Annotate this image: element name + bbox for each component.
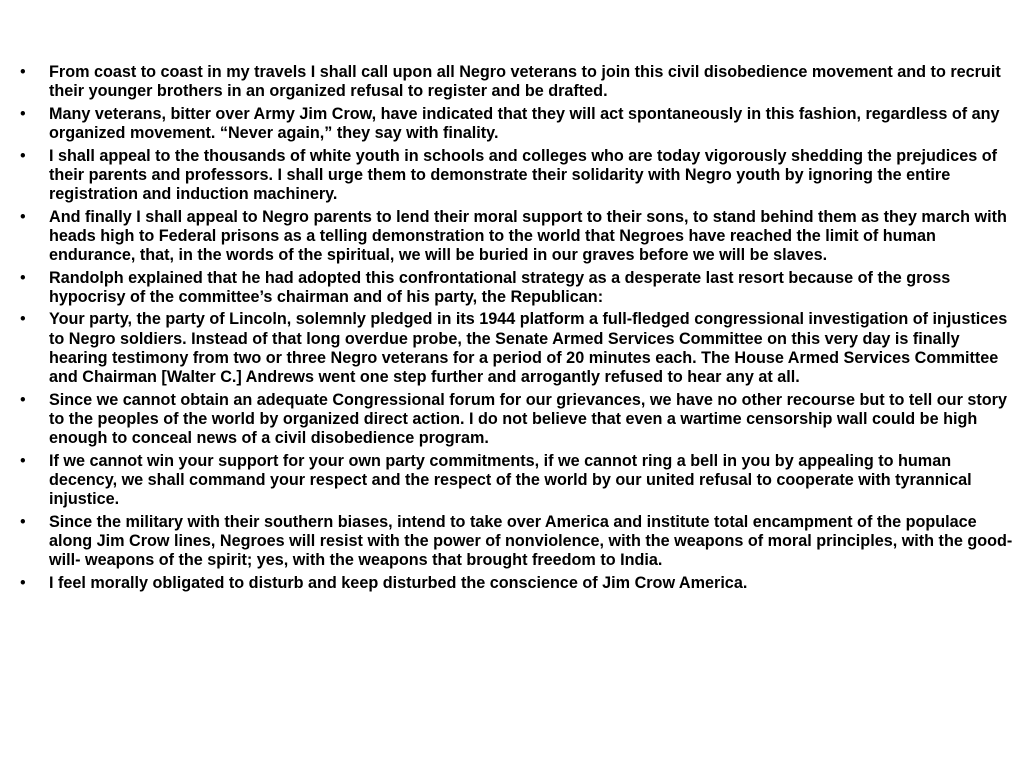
bullet-dot: • [20,310,26,329]
bullet-dot: • [20,268,26,287]
bullet-dot: • [20,146,26,165]
bullet-item [20,574,1014,593]
bullet-item [20,452,1014,510]
bullet-item [20,147,1014,205]
bullet-dot: • [20,104,26,123]
bullet-dot: • [20,207,26,226]
bullet-item [20,310,1014,387]
bullet-item [20,63,1014,101]
bullet-dot: • [20,451,26,470]
bullet-text: And finally I shall appeal to Negro parents to lend their moral support to their sons, to stand behind them as they march with heads high to Federal prisons as a telling demonstration to the world that Negroes have reached the limit of human endurance, that, in the words of the spiritual, we will be buried in our graves before we will be slaves. [49,207,1007,264]
bullet-text: Many veterans, bitter over Army Jim Crow, have indicated that they will act spontaneously in this fashion, regardless of any organized movement. “Never again,” they say with finality. [49,104,1000,142]
bullet-dot: • [20,573,26,592]
bullet-dot: • [20,512,26,531]
bullet-text: Randolph explained that he had adopted this confrontational strategy as a desperate last resort because of the gross hypocrisy of the committee’s chairman and of his party, the Republican: [49,268,951,306]
bullet-item [20,269,1014,307]
bullet-text: Your party, the party of Lincoln, solemnly pledged in its 1944 platform a full-fledged congressional investigation of injustices to Negro soldiers. Instead of that long overdue probe, the Senate Armed Services Committee on this very day is finally hearing testimony from two or three Negro veterans for a period of 20 minutes each. The House Armed Services Committee and Chairman [Walter C.] Andrews went one step further and arrogantly refused to hear any at all. [49,310,1008,386]
bullet-list [20,63,1014,596]
bullet-item [20,208,1014,266]
bullet-text: From coast to coast in my travels I shall call upon all Negro veterans to join this civil disobedience movement and to recruit their younger brothers in an organized refusal to register and be drafted. [49,63,1001,101]
bullet-item [20,391,1014,449]
bullet-text: I shall appeal to the thousands of white youth in schools and colleges who are today vigorously shedding the prejudices of their parents and professors. I shall urge them to demonstrate their solidarity with Negro youth by ignoring the entire registration and induction machinery. [49,146,998,203]
bullet-dot: • [20,63,26,81]
bullet-text: I feel morally obligated to disturb and keep disturbed the conscience of Jim Crow America. [49,573,748,592]
bullet-item [20,105,1014,143]
bullet-text: Since we cannot obtain an adequate Congressional forum for our grievances, we have no other recourse but to tell our story to the peoples of the world by organized direct action. I do not believe that even a wartime censorship wall could be high enough to conceal news of a civil disobedience program. [49,390,1007,447]
bullet-dot: • [20,390,26,409]
bullet-text: Since the military with their southern biases, intend to take over America and institute total encampment of the populace along Jim Crow lines, Negroes will resist with the power of nonviolence, with the weapons of moral principles, with the good-will- weapons of the spirit; yes, with the weapons that brought freedom to India. [49,512,1013,569]
bullet-text: If we cannot win your support for your own party commitments, if we cannot ring a bell in you by appealing to human decency, we shall command your respect and the respect of the world by our united refusal to cooperate with tyrannical injustice. [49,451,972,508]
bullet-item [20,513,1014,571]
